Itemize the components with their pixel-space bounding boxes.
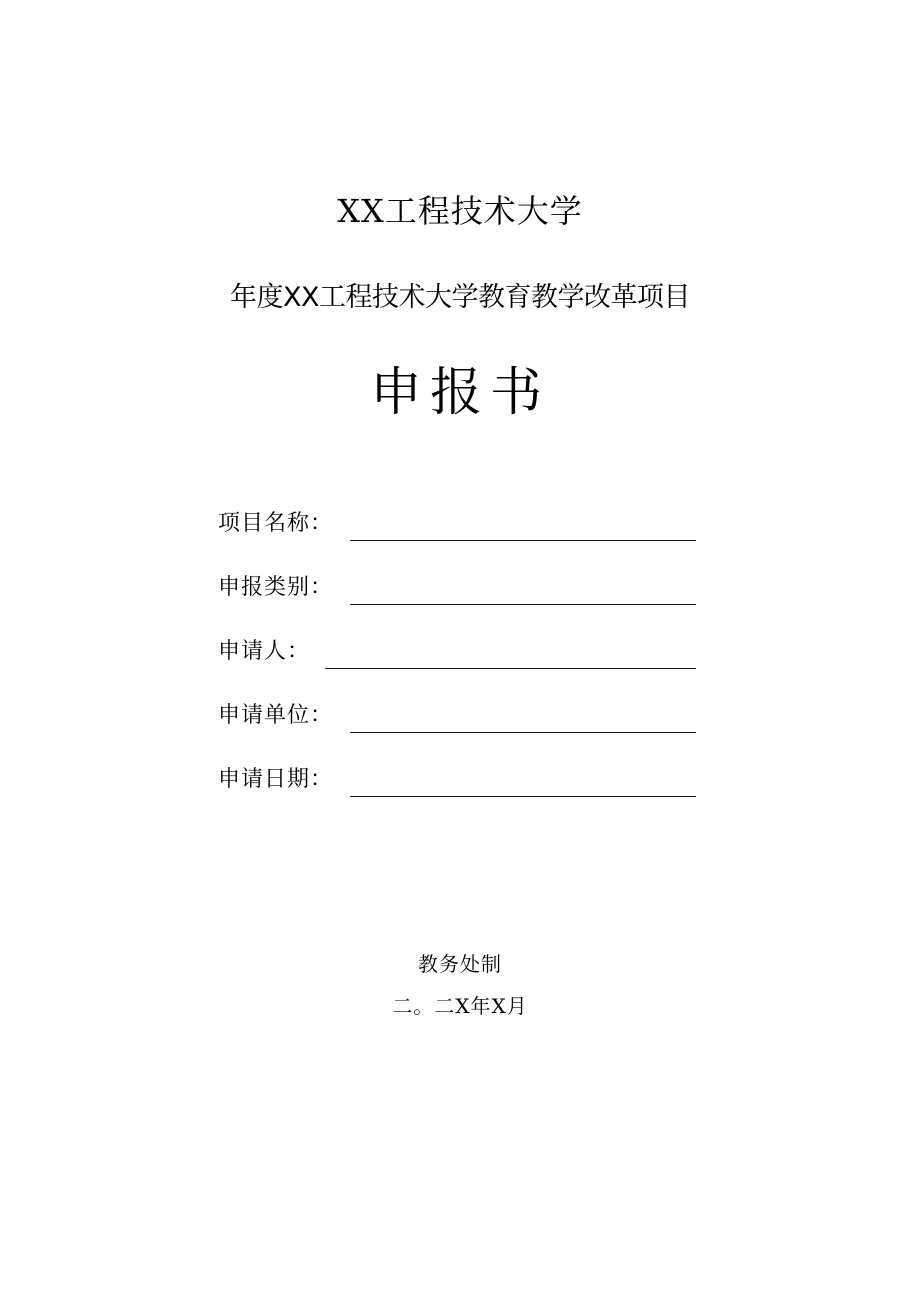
category-blank-line xyxy=(350,604,696,605)
category-label: 申报类别： xyxy=(218,575,334,600)
university-name: XX工程技术大学 xyxy=(337,192,583,230)
project-name-label: 项目名称： xyxy=(218,511,334,536)
issue-date: 二。二X年X月 xyxy=(392,994,528,1018)
issuer-text: 教务处制 xyxy=(418,952,502,976)
project-title: 年度XX工程技术大学教育教学改革项目 xyxy=(230,282,690,313)
applicant-unit-label: 申请单位： xyxy=(218,703,334,728)
application-date-blank-line xyxy=(350,796,696,797)
application-date-field xyxy=(218,761,696,797)
applicant-blank-line xyxy=(325,668,696,669)
applicant-field xyxy=(218,633,696,669)
category-field xyxy=(218,569,696,605)
applicant-label: 申请人： xyxy=(218,639,311,664)
project-name-blank-line xyxy=(350,540,696,541)
application-date-label: 申请日期： xyxy=(218,767,334,792)
applicant-unit-blank-line xyxy=(350,732,696,733)
applicant-unit-field xyxy=(218,697,696,733)
document-title: 申报书 xyxy=(369,363,550,423)
project-name-field xyxy=(218,505,696,541)
